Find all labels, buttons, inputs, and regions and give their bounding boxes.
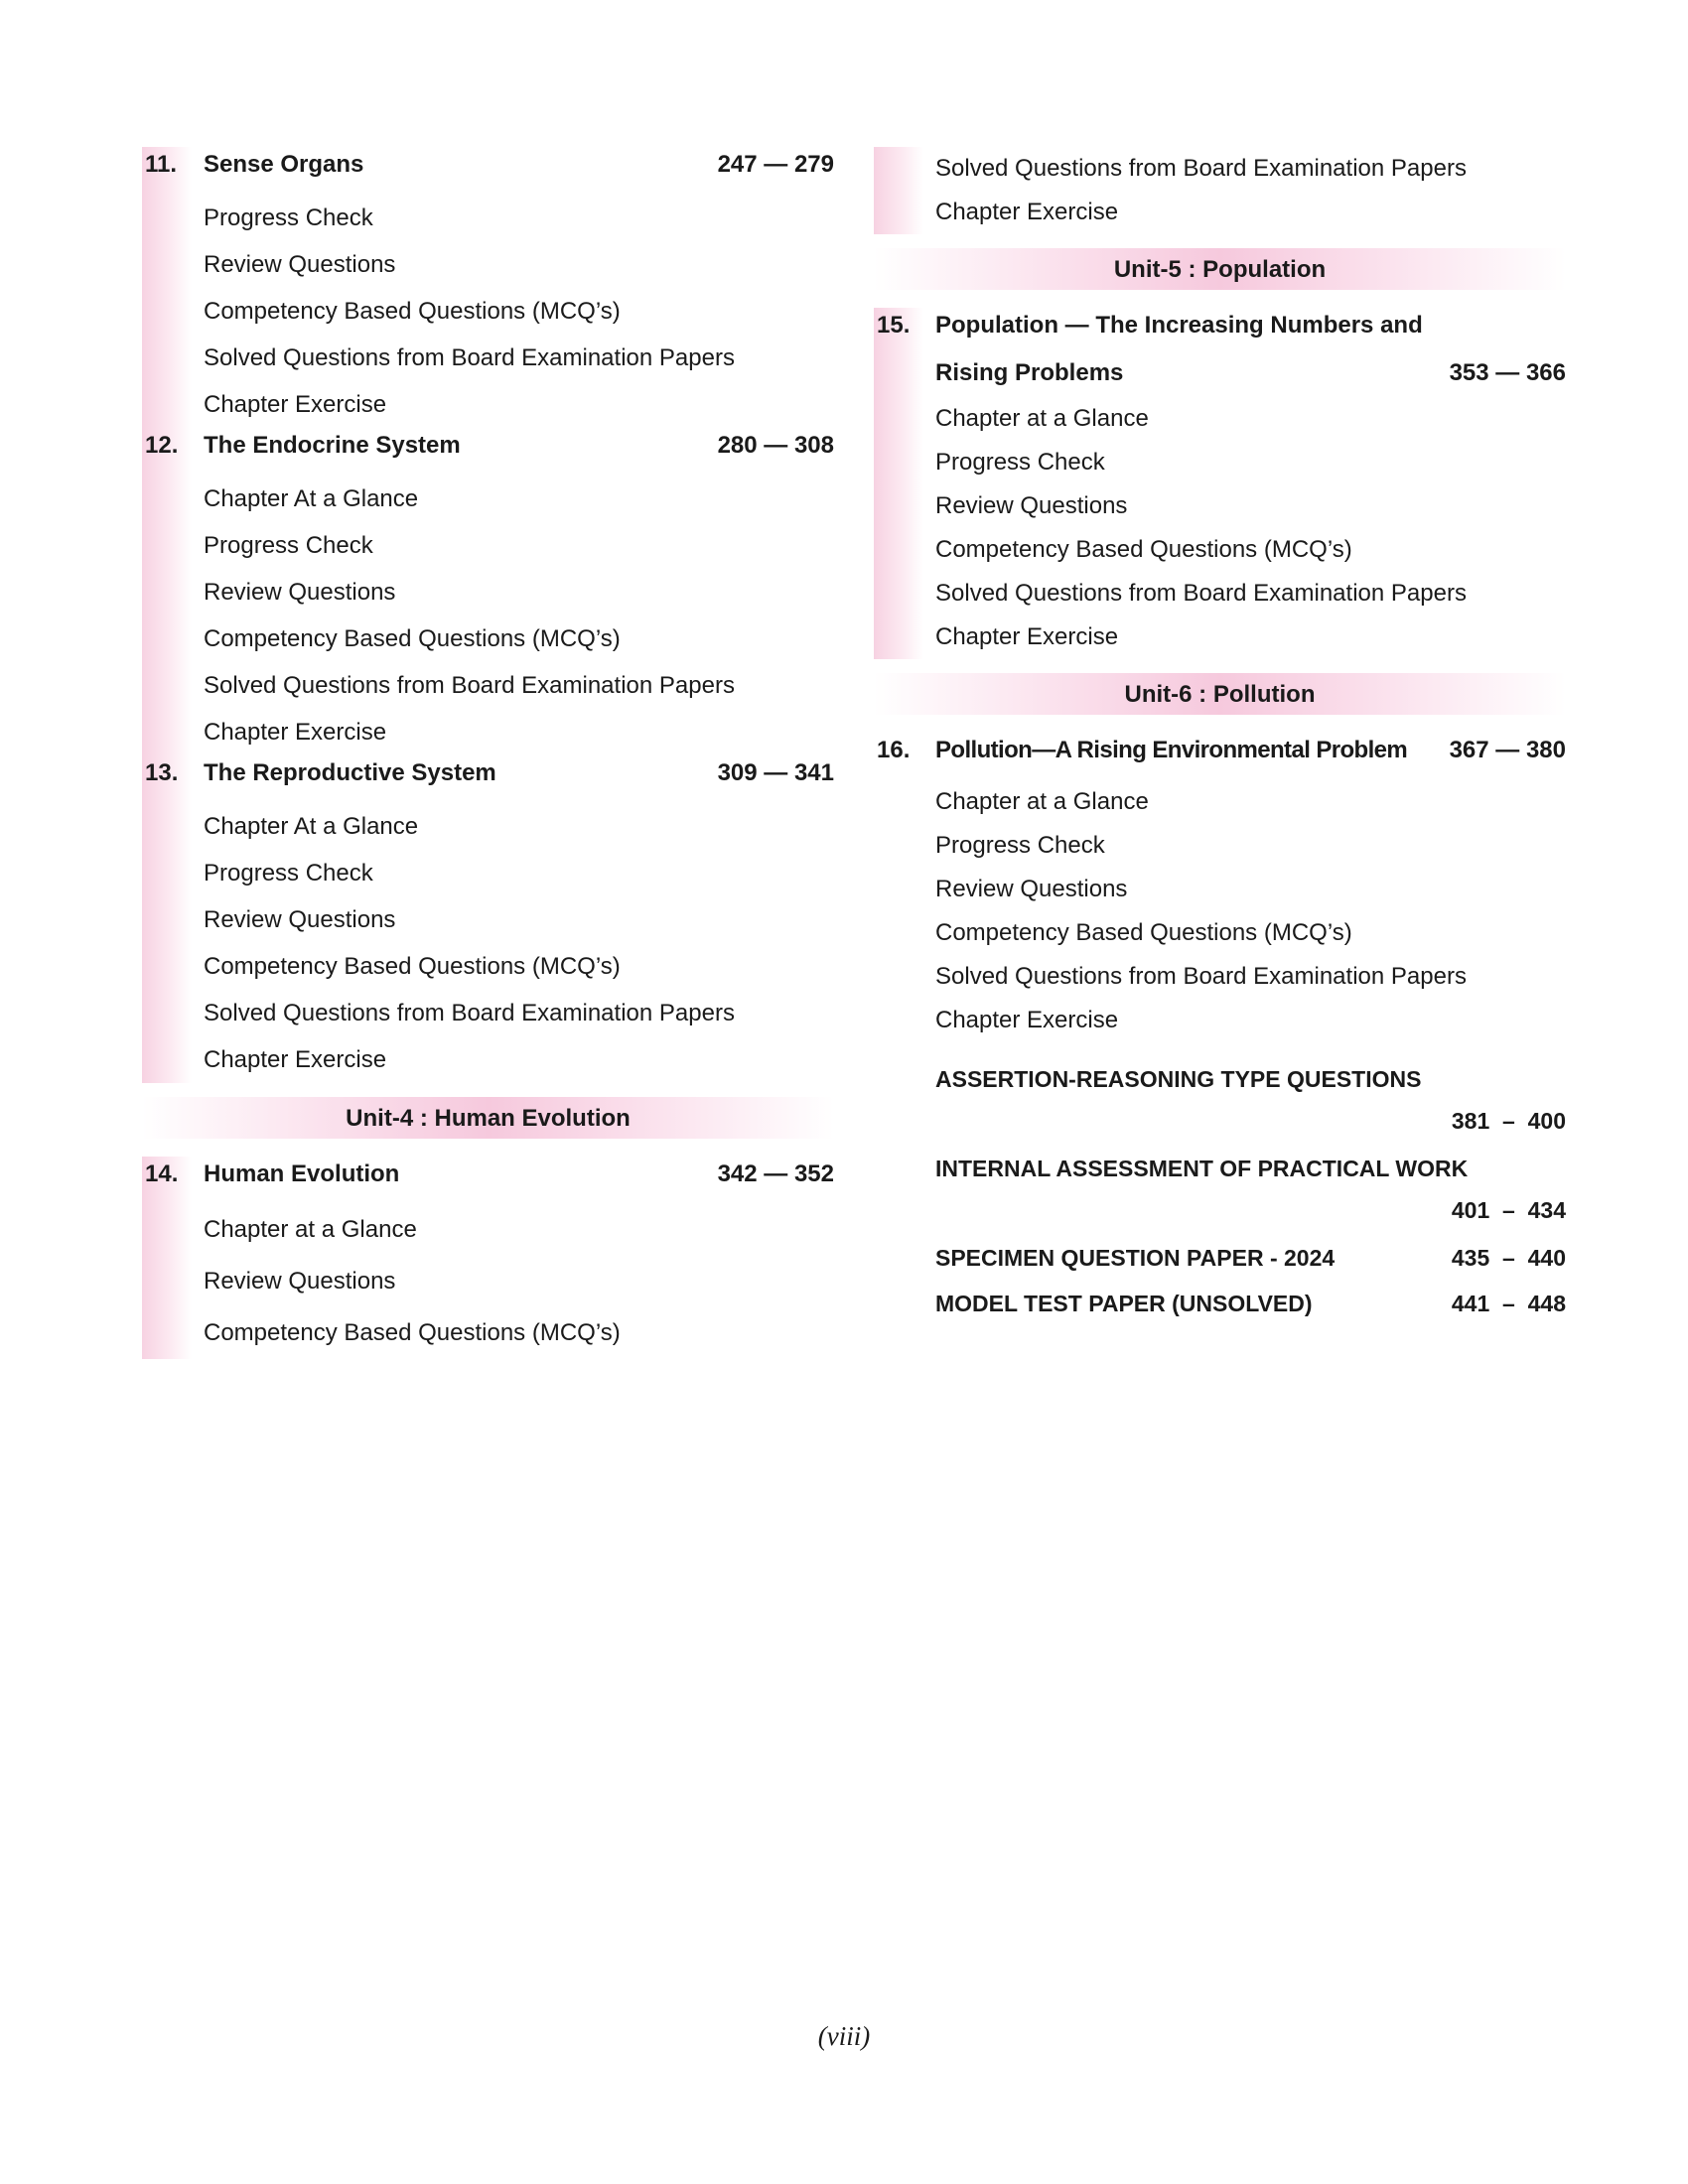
chapter-15 — [874, 308, 1566, 659]
toc-right-column — [874, 147, 1566, 1328]
specimen-paper-entry[interactable] — [935, 1237, 1566, 1283]
chapter-number: 12. — [145, 432, 179, 459]
toc-item[interactable]: Review Questions — [935, 492, 1128, 519]
unit-title: Unit-5 : Population — [1113, 256, 1327, 283]
toc-item[interactable]: Solved Questions from Board Examination Papers — [935, 155, 1467, 182]
toc-item[interactable]: Progress Check — [935, 449, 1105, 476]
chapter-title-line2: Rising Problems — [935, 359, 1124, 386]
chapter-items — [142, 803, 834, 1083]
chapter-11 — [142, 147, 834, 428]
assertion-reasoning-pages-line — [935, 1104, 1566, 1148]
toc-item[interactable]: Competency Based Questions (MCQ’s) — [204, 298, 621, 325]
toc-item[interactable]: Chapter Exercise — [935, 623, 1119, 650]
toc-item[interactable]: Competency Based Questions (MCQ’s) — [204, 953, 621, 980]
toc-item[interactable]: Review Questions — [935, 876, 1128, 902]
toc-item[interactable]: Solved Questions from Board Examination Papers — [935, 580, 1467, 607]
toc-item[interactable]: Progress Check — [935, 832, 1105, 859]
toc-item[interactable]: Chapter at a Glance — [935, 405, 1149, 432]
unit-heading — [874, 248, 1566, 290]
toc-item[interactable]: Progress Check — [204, 205, 373, 231]
toc-item[interactable]: Solved Questions from Board Examination Papers — [204, 1000, 735, 1026]
toc-item[interactable]: Chapter At a Glance — [204, 485, 419, 512]
unit-heading — [874, 673, 1566, 715]
chapter-items — [874, 147, 1566, 234]
toc-item[interactable]: Competency Based Questions (MCQ’s) — [935, 536, 1352, 563]
toc-item[interactable]: Chapter at a Glance — [204, 1216, 417, 1243]
chapter-items — [142, 476, 834, 755]
toc-item[interactable]: Chapter Exercise — [935, 1007, 1119, 1033]
chapter-title: Population — The Increasing Numbers and — [935, 312, 1423, 339]
toc-item[interactable]: Chapter Exercise — [935, 199, 1119, 225]
chapter-title: Pollution—A Rising Environmental Problem — [935, 737, 1408, 763]
toc-item[interactable]: Progress Check — [204, 532, 373, 559]
chapter-number: 16. — [877, 737, 911, 763]
page-number: (viii) — [817, 2021, 871, 2051]
chapter-12 — [142, 428, 834, 755]
internal-assessment-entry[interactable] — [935, 1148, 1566, 1193]
toc-item[interactable]: Competency Based Questions (MCQ’s) — [204, 1319, 621, 1346]
toc-item[interactable]: Competency Based Questions (MCQ’s) — [935, 919, 1352, 946]
chapter-number: 11. — [145, 151, 178, 178]
chapter-heading[interactable] — [874, 733, 1566, 780]
toc-item[interactable]: Solved Questions from Board Examination Papers — [204, 672, 735, 699]
chapter-heading[interactable] — [874, 308, 1566, 397]
extra-sections — [935, 1058, 1566, 1328]
toc-item[interactable]: Chapter Exercise — [204, 719, 387, 746]
chapter-number: 15. — [877, 312, 911, 339]
assertion-reasoning-entry[interactable] — [935, 1058, 1566, 1104]
toc-item[interactable]: Review Questions — [204, 579, 396, 606]
chapter-pages: 247 — 279 — [717, 151, 834, 178]
extra-title: SPECIMEN QUESTION PAPER - 2024 — [935, 1245, 1336, 1271]
toc-item[interactable]: Solved Questions from Board Examination Papers — [204, 344, 735, 371]
chapter-items — [874, 780, 1566, 1042]
chapter-title: The Reproductive System — [204, 759, 496, 786]
chapter-pages: 367 — 380 — [1449, 737, 1566, 763]
chapter-heading[interactable] — [142, 1157, 834, 1204]
chapter-heading[interactable] — [142, 755, 834, 803]
unit-title: Unit-4 : Human Evolution — [346, 1105, 631, 1132]
extra-title: INTERNAL ASSESSMENT OF PRACTICAL WORK — [935, 1156, 1469, 1181]
chapter-items — [874, 397, 1566, 659]
chapter-items — [142, 1204, 834, 1359]
model-test-paper-entry[interactable] — [935, 1283, 1566, 1328]
chapter-pages: 309 — 341 — [717, 759, 834, 786]
chapter-title: Human Evolution — [204, 1160, 400, 1187]
toc-item[interactable]: Chapter At a Glance — [204, 813, 419, 840]
toc-item[interactable]: Review Questions — [204, 1268, 396, 1295]
chapter-title: The Endocrine System — [204, 432, 461, 459]
chapter-pages: 353 — 366 — [1449, 359, 1566, 386]
extra-pages: 435 – 440 — [1451, 1245, 1566, 1271]
unit-title: Unit-6 : Pollution — [1124, 681, 1316, 708]
chapter-number: 14. — [145, 1160, 179, 1187]
toc-item[interactable]: Progress Check — [204, 860, 373, 887]
toc-left-column — [142, 147, 834, 1359]
toc-item[interactable]: Solved Questions from Board Examination Papers — [935, 963, 1467, 990]
chapter-pages: 342 — 352 — [717, 1160, 834, 1187]
extra-pages: 441 – 448 — [1451, 1291, 1566, 1316]
chapter-items — [142, 195, 834, 428]
internal-assessment-pages-line — [935, 1193, 1566, 1237]
chapter-heading[interactable] — [142, 147, 834, 195]
chapter-number: 13. — [145, 759, 179, 786]
chapter-heading[interactable] — [142, 428, 834, 476]
unit-heading — [142, 1097, 834, 1139]
toc-item[interactable]: Chapter at a Glance — [935, 788, 1149, 815]
chapter-pages: 280 — 308 — [717, 432, 834, 459]
chapter-title: Sense Organs — [204, 151, 364, 178]
toc-item[interactable]: Chapter Exercise — [204, 391, 387, 418]
chapter-16 — [874, 733, 1566, 1042]
toc-item[interactable]: Review Questions — [204, 251, 396, 278]
chapter-13 — [142, 755, 834, 1083]
toc-item[interactable]: Competency Based Questions (MCQ’s) — [204, 625, 621, 652]
toc-item[interactable]: Review Questions — [204, 906, 396, 933]
extra-title: MODEL TEST PAPER (UNSOLVED) — [935, 1291, 1313, 1316]
extra-title: ASSERTION-REASONING TYPE QUESTIONS — [935, 1066, 1422, 1092]
chapter-14 — [142, 1157, 834, 1359]
toc-item[interactable]: Chapter Exercise — [204, 1046, 387, 1073]
extra-pages: 401 – 434 — [1451, 1197, 1566, 1223]
extra-pages: 381 – 400 — [1451, 1108, 1566, 1134]
chapter-14-continued — [874, 147, 1566, 234]
